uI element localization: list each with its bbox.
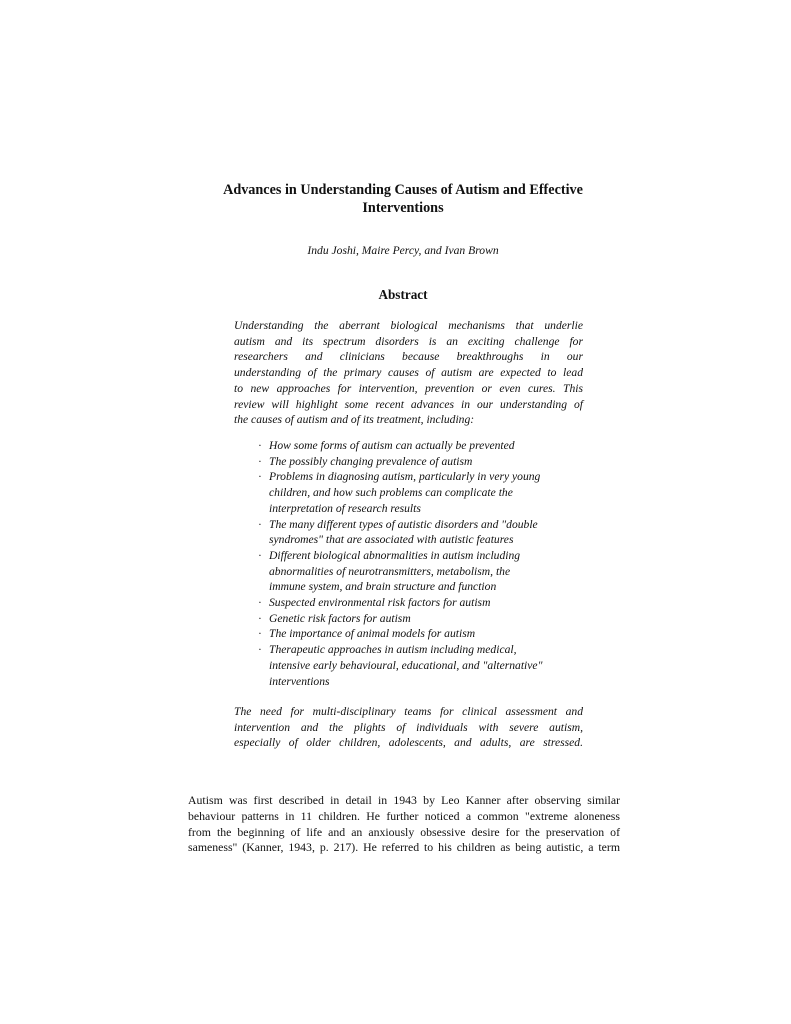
body-paragraph (188, 793, 620, 856)
abstract-line: to new approaches for intervention, prevention or even cures. This (234, 381, 583, 395)
list-item-line: The many different types of autistic disorders and "double (269, 517, 538, 531)
body-line: behaviour patterns in 11 children. He further noticed a common "extreme aloneness (188, 808, 620, 823)
list-item-line: Therapeutic approaches in autism including medical, (269, 643, 517, 657)
bullet-marker: · (258, 611, 262, 625)
list-item (258, 595, 588, 611)
abstract-line: the causes of autism and of its treatment, including: (234, 413, 475, 427)
abstract-line: researchers and clinicians because breakthroughs in our (234, 350, 583, 364)
abstract-line: Understanding the aberrant biological mechanisms that underlie (234, 319, 583, 332)
list-item (258, 626, 588, 642)
list-item-line: syndromes" that are associated with autistic features (269, 533, 514, 547)
list-item-line: Suspected environmental risk factors for autism (269, 596, 491, 610)
list-item-line: intensive early behavioural, educational, and "alternative" (269, 658, 543, 672)
list-item (258, 548, 588, 595)
list-item (258, 438, 588, 454)
list-item-line: abnormalities of neurotransmitters, metabolism, the (269, 564, 511, 578)
list-item-line: Genetic risk factors for autism (269, 611, 411, 625)
list-item (258, 611, 588, 627)
list-item (258, 642, 588, 689)
abstract-line: autism and its spectrum disorders is an exciting challenge for (234, 334, 583, 348)
list-item (258, 517, 588, 548)
abstract-heading: Abstract (378, 287, 428, 302)
paper-title (190, 181, 616, 217)
body-line: from the beginning of life and an anxiously obsessive desire for the preservation of (188, 824, 620, 839)
abstract-paragraph (234, 318, 583, 428)
abstract-line: understanding of the primary causes of autism are expected to lead (234, 366, 583, 380)
title-line: Advances in Understanding Causes of Autism and Effective (223, 182, 583, 198)
list-item (258, 454, 588, 470)
bullet-marker: · (258, 627, 262, 641)
bullet-marker: · (258, 470, 262, 484)
list-item-line: immune system, and brain structure and function (269, 580, 497, 594)
closing-line: especially of older children, adolescents, and adults, are stressed. (234, 736, 583, 750)
list-item-line: interventions (269, 674, 330, 688)
list-item-line: The importance of animal models for autism (269, 627, 476, 641)
abstract-bullet-list (258, 438, 588, 689)
closing-line: intervention and the plights of individuals with severe autism, (234, 720, 583, 734)
abstract-closing-paragraph (234, 704, 583, 751)
closing-line: The need for multi-disciplinary teams for clinical assessment and (234, 705, 583, 718)
list-item-line: Different biological abnormalities in autism including (269, 548, 521, 562)
bullet-marker: · (258, 596, 262, 610)
title-line: Interventions (362, 200, 444, 216)
bullet-marker: · (258, 548, 262, 562)
bullet-marker: · (258, 454, 262, 468)
list-item-line: children, and how such problems can complicate the (269, 486, 513, 500)
bullet-marker: · (258, 643, 262, 657)
list-item (258, 469, 588, 516)
list-item-line: How some forms of autism can actually be prevented (269, 439, 515, 452)
body-line: sameness" (Kanner, 1943, p. 217). He referred to his children as being autistic, a term (188, 840, 620, 855)
list-item-line: Problems in diagnosing autism, particularly in very young (269, 470, 541, 484)
author-list: Indu Joshi, Maire Percy, and Ivan Brown (307, 244, 499, 257)
list-item-line: The possibly changing prevalence of autism (269, 454, 473, 468)
bullet-marker: · (258, 439, 262, 452)
bullet-marker: · (258, 517, 262, 531)
list-item-line: interpretation of research results (269, 501, 421, 515)
abstract-line: review will highlight some recent advances in our understanding of (234, 397, 583, 411)
body-line: Autism was first described in detail in 1943 by Leo Kanner after observing similar (188, 793, 620, 807)
